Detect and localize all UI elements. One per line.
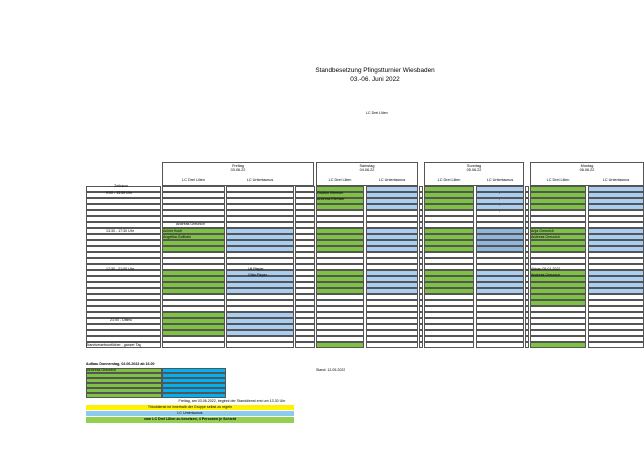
day-header-mo: Montag 06.06.22	[579, 164, 595, 172]
name-ut-1: Uli Pieper	[248, 267, 264, 271]
slot-1-label: 9:00 - 13:30 Uhr	[106, 191, 132, 195]
name-mo-1: Anja Greunich	[531, 229, 554, 233]
legend-yellow: Trikotdienst ist innerhalb der Gruppe selbst zu regeln	[86, 405, 294, 410]
col-header-sa-a: LC Drei Lilien	[328, 178, 352, 182]
day-header-sa: Samstag 04.06.22	[359, 164, 375, 172]
grid-cell	[424, 342, 474, 348]
grid-cell	[588, 342, 644, 348]
col-header-fr-a: LC Drei Lilien	[182, 178, 205, 182]
page-title: Standbesetzung Pfingstturnier Wiesbaden	[315, 67, 435, 74]
name-mo-abbau: Abbau 05.01.2022	[531, 267, 561, 271]
slot-3-label: 17:30 - 21:00 Uhr	[106, 267, 134, 271]
dash-2: -	[499, 197, 501, 201]
col-header-mo-a: LC Drei Lilien	[546, 178, 570, 182]
grid-cell	[316, 342, 364, 348]
name-fr-above: Andreas Greunich	[176, 222, 205, 226]
dash-3: -	[499, 203, 501, 207]
aufbau-cell	[86, 393, 162, 398]
grid-cell	[530, 342, 586, 348]
name-fr-2: Angelika Gollhain	[163, 235, 191, 239]
grid-cell	[366, 342, 418, 348]
grid-cell	[419, 342, 423, 348]
name-sa-1: Gudrun Klemser	[317, 191, 344, 195]
name-sa-2: Andreas Klemser	[317, 197, 345, 201]
zeitraum-label: Zeitraum	[114, 184, 129, 188]
col-header-mo-b: LC Untertaunus	[602, 178, 630, 182]
slot-2-label: 13:30 - 17:30 Uhr	[106, 229, 134, 233]
slot-4-label: 21:00 - Ultimo	[110, 318, 133, 322]
page-subtitle-dates: 03.-06. Juni 2022	[350, 76, 400, 83]
col-header-fr-b: LC Untertaunus	[246, 178, 274, 182]
aufbau-cell	[162, 393, 226, 398]
name-mo-abbau-person: Andreas Greunich	[531, 273, 560, 277]
name-ut-2: Gitta Pieper	[248, 273, 267, 277]
day-header-fr: Freitag 03.06.22	[230, 164, 246, 172]
grid-cell	[162, 342, 225, 348]
grid-cell	[295, 342, 315, 348]
dash-4: -	[499, 209, 501, 213]
legend-green: vom LC Drei Lilien zu besetzen, 4 Personen je Schicht	[86, 417, 294, 423]
col-header-so-b: LC Untertaunus	[486, 178, 514, 182]
col-header-sa-b: LC Untertaunus	[378, 178, 406, 182]
club-label: LC Drei Lilien	[366, 111, 388, 115]
col-header-so-a: LC Drei Lilien	[437, 178, 461, 182]
grid-cell	[226, 342, 294, 348]
name-fr-1: Achim Koch	[163, 229, 183, 233]
grid-cell	[476, 342, 524, 348]
aufbau-name: Andreas Greunich	[87, 368, 116, 372]
legend-blue: LC Untertaunus	[86, 411, 294, 416]
name-mo-2: Andreas Greunich	[531, 235, 560, 239]
stand-date: Stand: 12.05.2022	[316, 368, 346, 372]
dash-1: -	[499, 191, 501, 195]
standverantwortlicher-label: Standverantwortlicher , ganzer Tag	[86, 343, 142, 347]
aufbau-title: Aufbau Donnerstag, 02.06.2022 ab 16.00	[86, 362, 155, 366]
legend-note: Freitag, am 03.06.2022, beginnt der Standdienst erst um 13.30 Uhr	[178, 399, 286, 403]
grid-cell	[525, 342, 529, 348]
day-header-so: Sonntag 05.06.22	[466, 164, 482, 172]
